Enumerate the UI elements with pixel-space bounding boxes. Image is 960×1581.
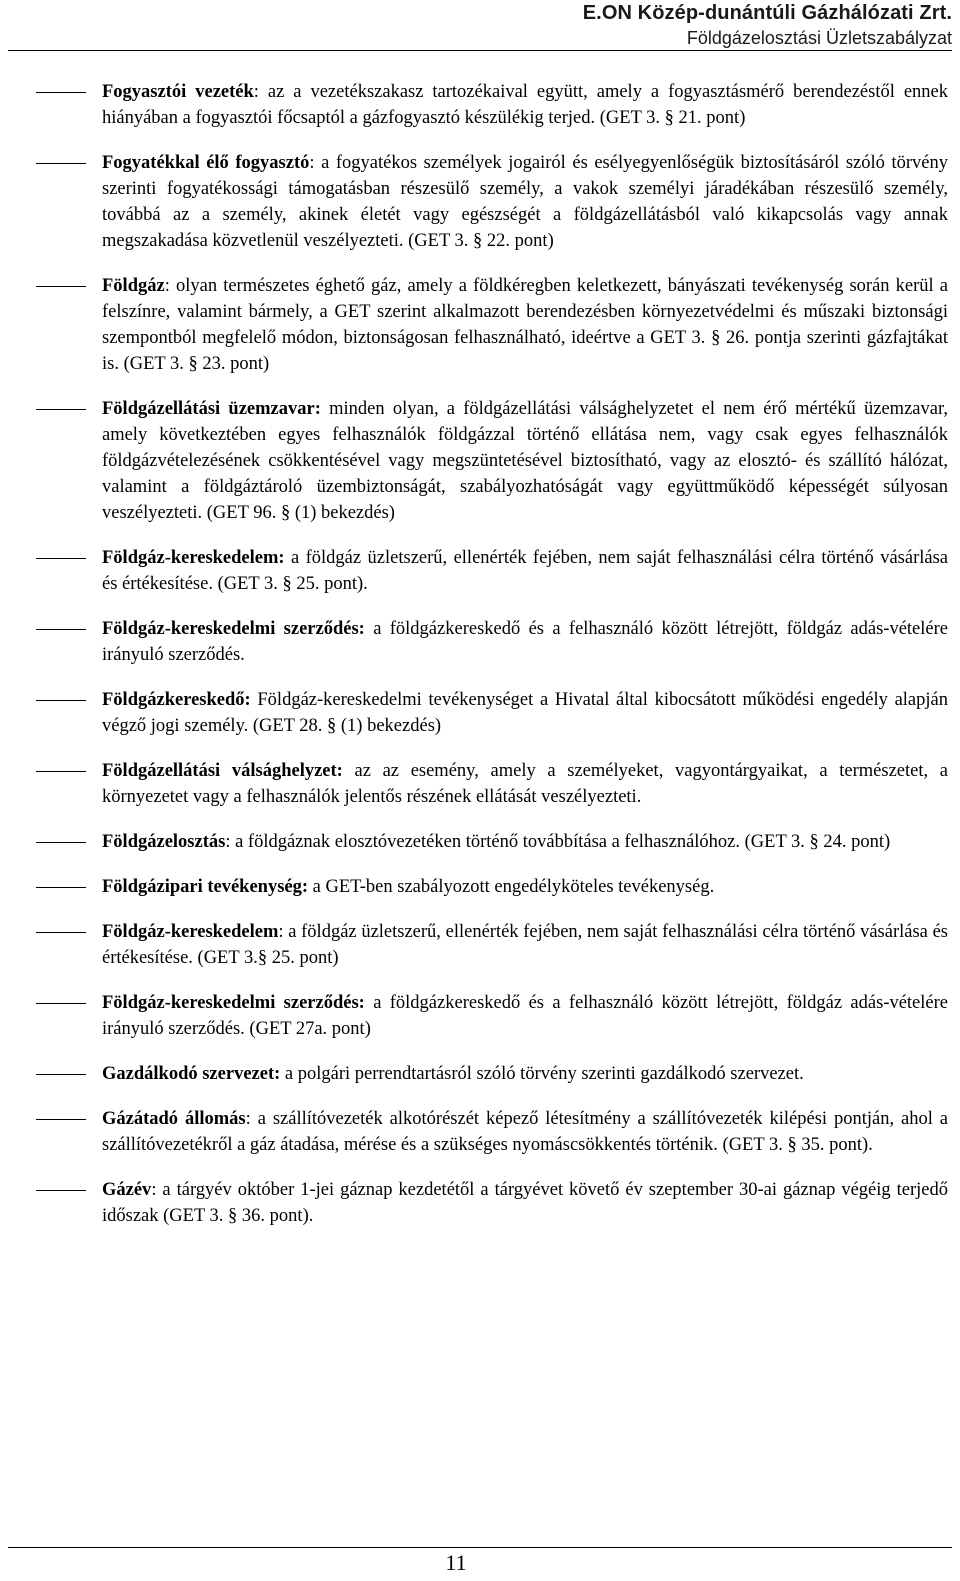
definition-text: : a földgáznak elosztóvezetéken történő továbbítása a felhasználóhoz. (GET 3. § 24. pont) [225, 832, 891, 852]
definition-entry [102, 273, 948, 377]
definition-text: a földgázkereskedő és a felhasználó között létrejött, földgáz adás-vételére irányuló szerződés. (GET 27a. pont) [102, 993, 948, 1039]
definition-text: a GET-ben szabályozott engedélyköteles tevékenység. [308, 877, 715, 897]
definition-text: : az a vezetékszakasz tartozékaival együtt, amely a fogyasztásmérő berendezéstől ennek hiányában a fogyasztói főcsaptól a gázfogyasztó készülékig terjed. (GET 3. § 21. pont) [102, 82, 948, 128]
definition-text: a polgári perrendtartásról szóló törvény szerinti gazdálkodó szervezet. [280, 1064, 804, 1084]
definition-text: : a tárgyév október 1-jei gáznap kezdetétől a tárgyévet követő év szeptember 30-ai gáznap végéig terjedő időszak (GET 3. § 36. pont). [102, 1180, 948, 1226]
definition-term: Fogyatékkal élő fogyasztó [102, 153, 310, 173]
definition-entry [102, 545, 948, 597]
document-title: Földgázelosztási Üzletszabályzat [686, 28, 952, 48]
definition-text: Földgáz-kereskedelmi tevékenységet a Hivatal által kibocsátott működési engedély alapján végző jogi személy. (GET 28. § (1) bekezdés) [102, 690, 948, 736]
definition-entry [102, 150, 948, 254]
definition-entry [102, 990, 948, 1042]
definition-entry [102, 616, 948, 668]
definition-term: Gazdálkodó szervezet: [102, 1064, 281, 1084]
definition-term: Gázév [102, 1180, 152, 1200]
definition-entry [102, 758, 948, 810]
definition-term: Földgázelosztás [102, 832, 226, 852]
definition-term: Földgázkereskedő: [102, 690, 251, 710]
definition-term: Földgáz-kereskedelmi szerződés: [102, 619, 365, 639]
definition-text: a földgázkereskedő és a felhasználó között létrejött, földgáz adás-vételére irányuló szerződés. [102, 619, 948, 665]
definition-text: : a szállítóvezeték alkotórészét képező létesítmény a szállítóvezeték kilépési pontján, ahol a szállítóvezetékről a gáz átadása, mérése és a szükséges nyomáscsökkentés történik. (GET 3. § 35. pont). [102, 1109, 948, 1155]
definition-entry [102, 1177, 948, 1229]
definition-entry [102, 396, 948, 526]
page-number: 11 [445, 1550, 467, 1575]
definition-entry [102, 1106, 948, 1158]
page-header [583, 0, 952, 50]
definition-text: minden olyan, a földgázellátási válsághelyzetet el nem érő mértékű üzemzavar, amely következtében egyes felhasználók földgázzal történő ellátása nem, vagy csak egyes felhasználók földgázvételezésének csökkentésével vagy megszüntetésével biztosítható, vagy az elosztó- és szállító hálózat, valamint a földgáztároló üzembiztonságát, szabályozhatóságát vagy együttműködő képességét súlyosan veszélyezteti. (GET 96. § (1) bekezdés) [102, 399, 948, 523]
definitions-list [102, 79, 948, 1248]
definition-term: Földgázellátási üzemzavar: [102, 399, 321, 419]
definition-term: Gázátadó állomás [102, 1109, 246, 1129]
definition-text: az az esemény, amely a személyeket, vagyontárgyaikat, a természetet, a környezetet vagy a felhasználók jelentős részének ellátását veszélyezteti. [102, 761, 948, 807]
definition-entry [102, 829, 948, 855]
definition-term: Földgáz-kereskedelmi szerződés: [102, 993, 365, 1013]
definition-text: : a földgáz üzletszerű, ellenérték fejében, nem saját felhasználási célra történő vásárlása és értékesítése. (GET 3.§ 25. pont) [102, 922, 948, 968]
definition-term: Fogyasztói vezeték [102, 82, 254, 102]
definition-term: Földgáz [102, 276, 165, 296]
definition-entry [102, 1061, 948, 1087]
definition-entry [102, 79, 948, 131]
definition-entry [102, 687, 948, 739]
definition-term: Földgázellátási válsághelyzet: [102, 761, 343, 781]
definition-term: Földgázipari tevékenység: [102, 877, 309, 897]
definition-entry [102, 919, 948, 971]
definition-entry [102, 874, 948, 900]
company-name: E.ON Közép-dunántúli Gázhálózati Zrt. [582, 2, 952, 24]
definition-text: : a fogyatékos személyek jogairól és esélyegyenlőségük biztosításáról szóló törvény szerinti fogyatékossági támogatásban részesülő személy, a vakok személyi járadékában részesülő személy, továbbá az a személy, akinek életét vagy egészségét a földgázellátásból való kikapcsolás vagy annak megszakadása közvetlenül veszélyezteti. (GET 3. § 22. pont) [102, 153, 948, 251]
definition-term: Földgáz-kereskedelem: [102, 548, 285, 568]
header-divider [8, 50, 952, 51]
definition-text: a földgáz üzletszerű, ellenérték fejében, nem saját felhasználási célra történő vásárlása és értékesítése. (GET 3. § 25. pont). [102, 548, 948, 594]
definition-text: : olyan természetes éghető gáz, amely a földkéregben keletkezett, bányászati tevékenység során kerül a felszínre, valamint bármely, a GET szerint alkalmazott berendezésben környezetvédelmi és műszaki biztonsági szempontból megfelelő módon, biztonságosan felhasználható, ideértve a GET 3. § 26. pontja szerinti gázfajtákat is. (GET 3. § 23. pont) [102, 276, 948, 374]
definition-term: Földgáz-kereskedelem [102, 922, 279, 942]
